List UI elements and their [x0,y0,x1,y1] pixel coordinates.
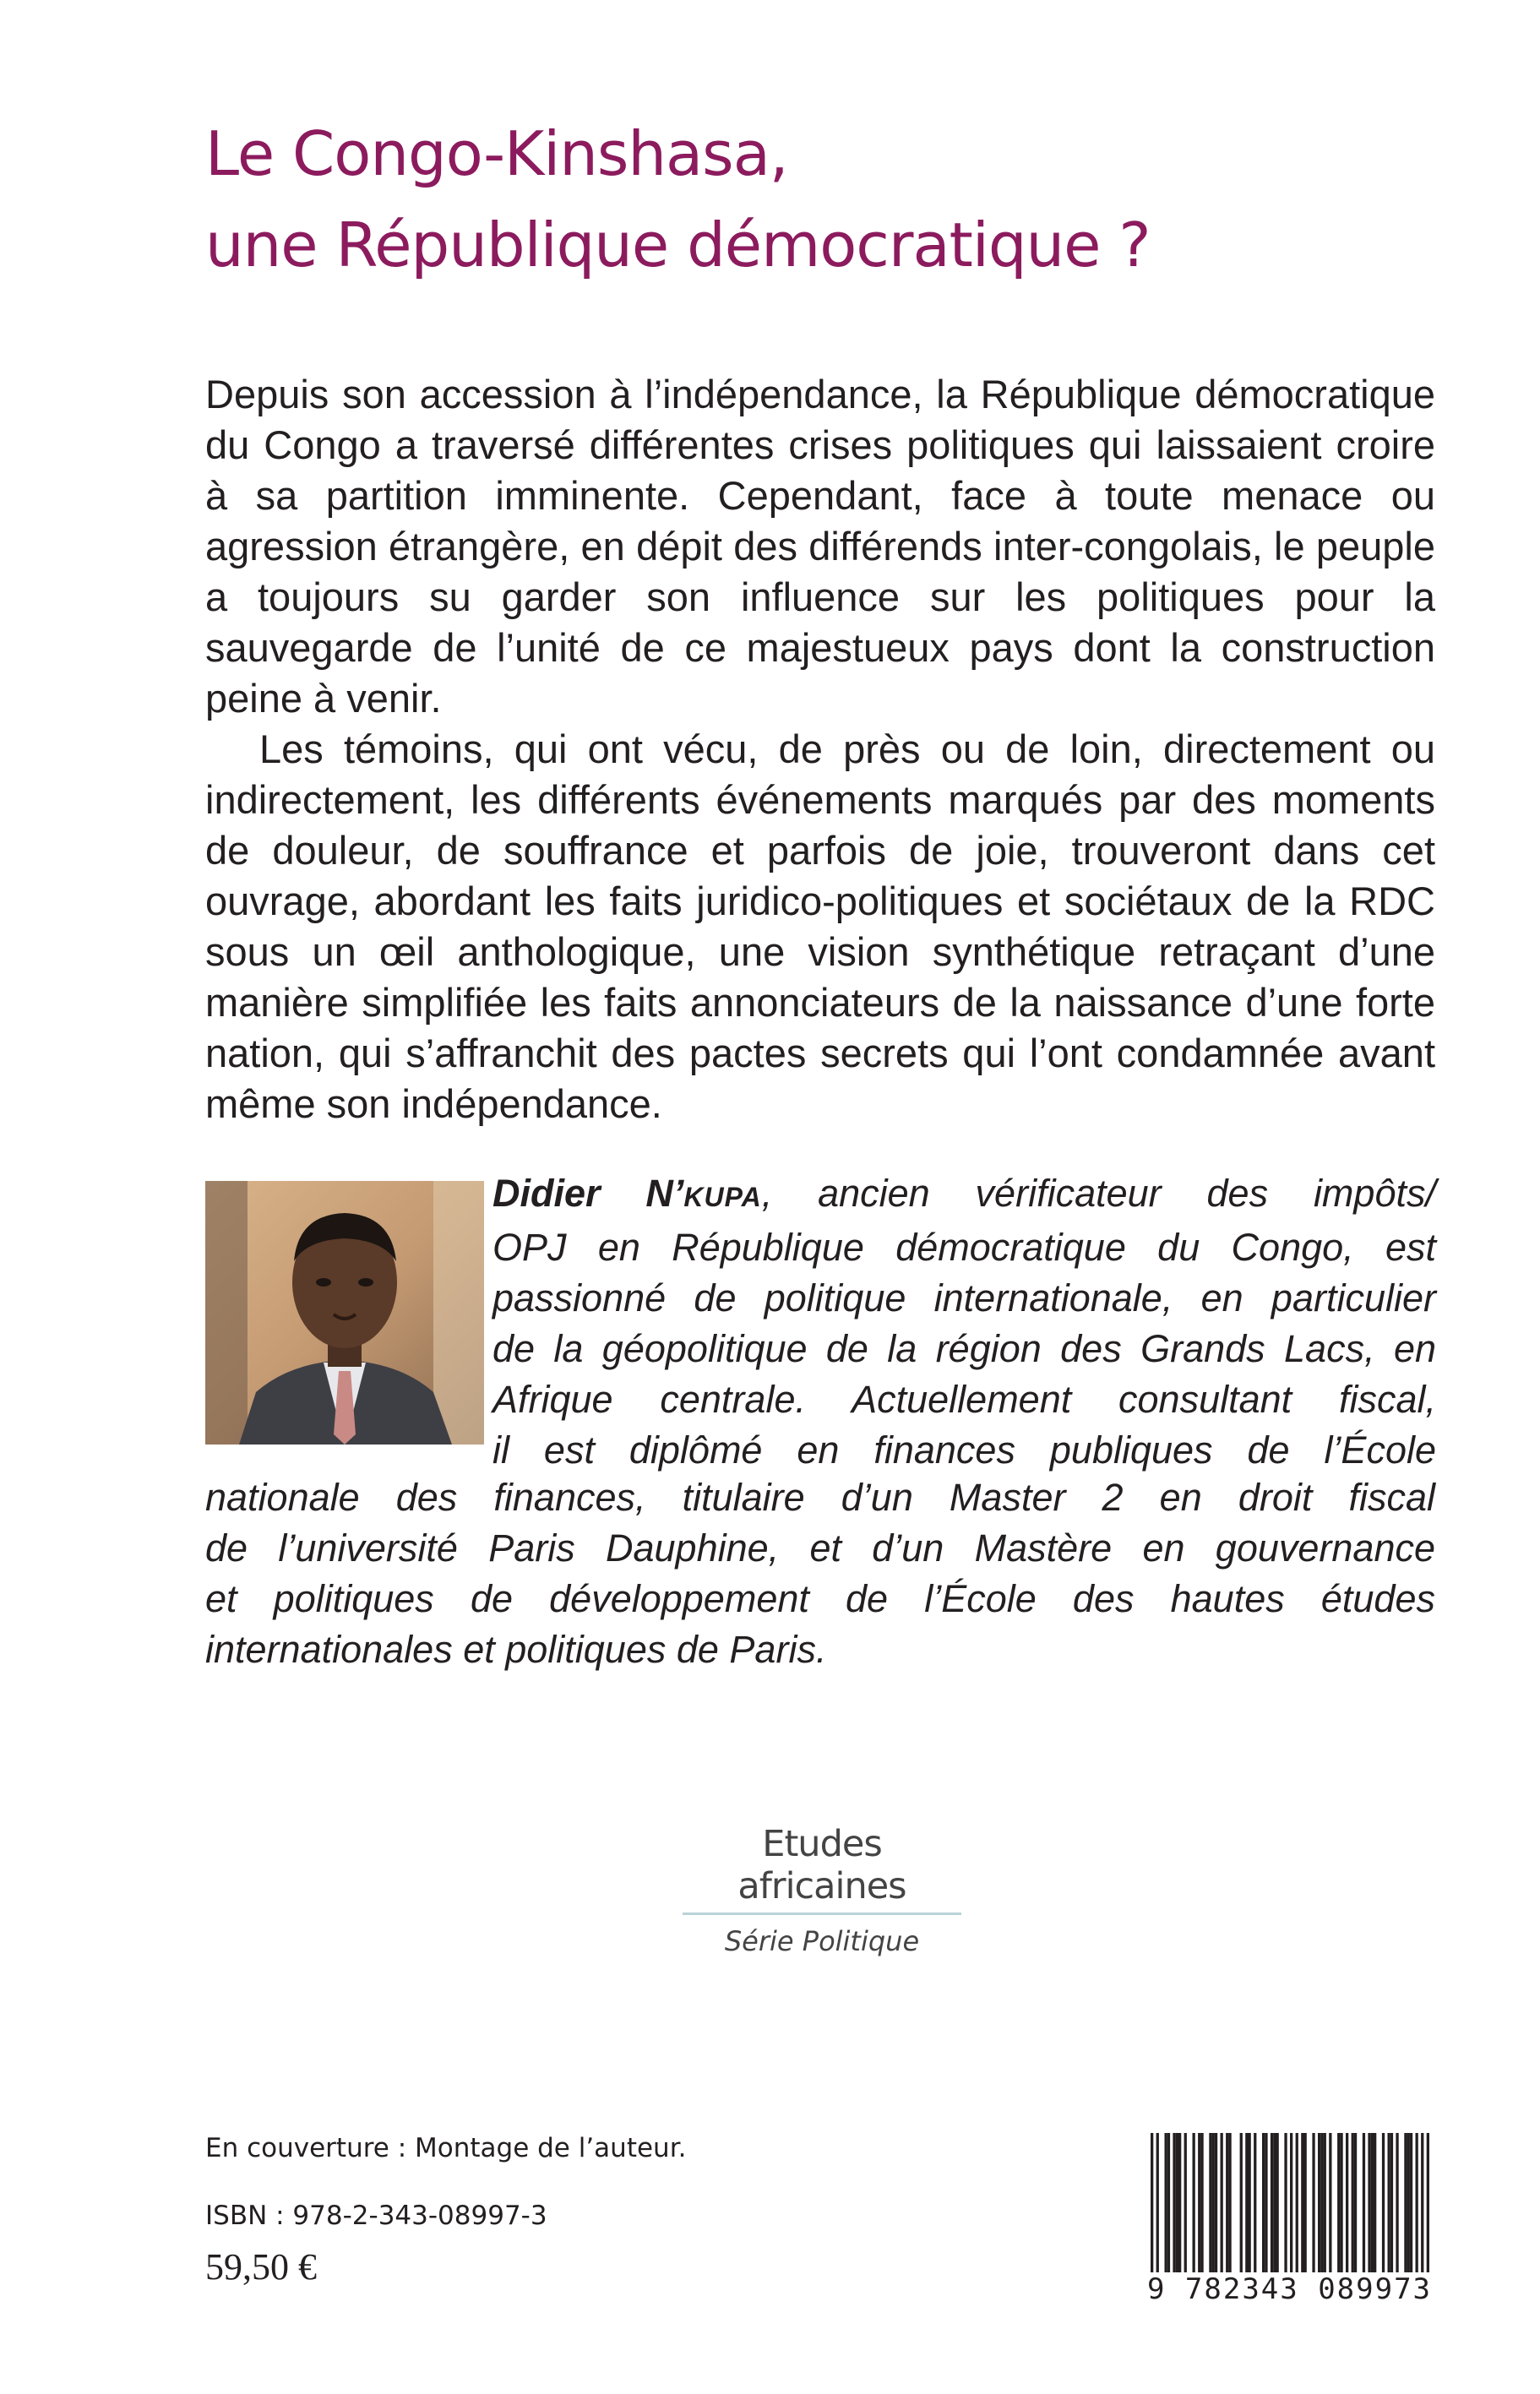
barcode-bar [1382,2133,1385,2272]
barcode-bar [1410,2133,1412,2272]
barcode-bar [1337,2133,1340,2272]
bio-line-1: Didier N’KUPA, ancien vérificateur des impôts/ [492,1172,1436,1215]
barcode-bar [1276,2133,1279,2272]
barcode-bar [1329,2133,1331,2272]
bio-line-5: Afrique centrale. Actuellement consultant fiscal, [492,1378,1436,1421]
series-name: Etudes africaines [737,1823,906,1907]
author-bio-top [492,1168,1436,1476]
barcode-bar [1254,2133,1256,2272]
barcode-bar [1340,2133,1342,2272]
bio-line-3: passionné de politique internationale, en particulier [492,1276,1436,1319]
barcode-bar [1346,2133,1348,2272]
barcode-bar [1396,2133,1398,2272]
barcode-bar [1374,2133,1376,2272]
author-photo [205,1181,484,1445]
price: 59,50 € [205,2246,317,2288]
barcode-bar [1271,2133,1273,2272]
summary-paragraph-2: Les témoins, qui ont vécu, de près ou de loin, directement ou indirectement, les différents événements marqués par des moments de douleur, de souffrance et parfois de joie, trouveront dans cet ouvrage, abordant les faits juridico-politiques et sociétaux de la RDC sous un œil anthologique, une vision synthétique retraçant d’une manière simplifiée les faits annonciateurs de la naissance d’une forte nation, qui s’affranchit des pactes secrets qui l’ont condamnée avant même son indépendance. [205,726,1435,1126]
barcode-bar [1320,2133,1323,2272]
barcode-bar [1228,2133,1231,2272]
barcode-bar [1193,2133,1195,2272]
barcode-bar [1296,2133,1298,2272]
barcode-bar [1198,2133,1200,2272]
bio-line-2: OPJ en République démocratique du Congo, est [492,1226,1436,1269]
barcode-bar [1200,2133,1203,2272]
barcode-bar [1240,2133,1243,2272]
barcode-bar [1416,2133,1418,2272]
author-name: Didier N’ [492,1172,684,1215]
barcode-bar [1368,2133,1370,2272]
barcode-bar [1354,2133,1357,2272]
barcode-bar [1249,2133,1251,2272]
barcode-bar [1151,2133,1153,2293]
barcode-bar [1184,2133,1187,2272]
barcode-bar [1245,2133,1248,2272]
barcode-bar [1427,2133,1429,2293]
bio-line-7: nationale des finances, titulaire d’un Master 2 en droit fiscal [205,1476,1435,1519]
series-block [683,1823,961,1957]
barcode-bar [1156,2133,1159,2293]
barcode-bar [1221,2133,1223,2272]
bio-line-4: de la géopolitique de la région des Grands Lacs, en [492,1327,1436,1370]
author-bio-bottom [205,1472,1435,1675]
barcode-bar [1312,2133,1314,2272]
summary-paragraph-1: Depuis son accession à l’indépendance, la République démocratique du Congo a traversé différentes crises politiques qui laissaient croire à sa partition imminente. Cependant, face à toute menace ou agression étrangère, en dépit des différends inter-congolais, le peuple a toujours su garder son influence sur les politiques pour la sauvegarde de l’unité de ce majestueux pays dont la construction peine à venir. [205,372,1435,721]
barcode-bar [1167,2133,1170,2272]
barcode-bar [1215,2133,1217,2272]
barcode-bar [1324,2133,1326,2272]
title-line-1: Le Congo-Kinshasa, [205,118,788,189]
barcode-bar [1404,2133,1407,2272]
isbn: ISBN : 978-2-343-08997-3 [205,2201,547,2231]
barcode-bar [1390,2133,1393,2272]
bio-line-8: de l’université Paris Dauphine, et d’un Mastère en gouvernance [205,1526,1435,1570]
barcode-bar [1371,2133,1374,2272]
barcode-bar [1363,2133,1365,2272]
cover-credit: En couverture : Montage de l’auteur. [205,2133,687,2163]
title-line-2: une République démocratique ? [205,209,1151,280]
barcode-bar [1284,2133,1287,2293]
bio-line-6: il est diplômé en finances publiques de l’École [492,1428,1436,1472]
barcode-bar [1407,2133,1410,2272]
barcode-bar [1176,2133,1178,2272]
barcode-bar [1265,2133,1267,2272]
author-name-smallcaps: KUPA [683,1182,762,1212]
barcode-bar [1318,2133,1320,2272]
barcode-digits: 9 782343 089973 [1144,2272,1435,2306]
barcode-bar [1352,2133,1354,2272]
barcode-bar [1262,2133,1265,2272]
bio-line-9: et politiques de développement de l’École des hautes études [205,1577,1435,1620]
barcode-bar [1173,2133,1175,2272]
barcode-bar [1209,2133,1211,2272]
barcode-bar [1178,2133,1181,2272]
barcode-bar [1226,2133,1228,2272]
barcode-bar [1421,2133,1423,2293]
barcode-bar [1212,2133,1215,2272]
series-divider [683,1912,961,1915]
barcode-bar [1165,2133,1167,2272]
bio-line-10: internationales et politiques de Paris. [205,1628,827,1671]
barcode-bar [1301,2133,1303,2272]
barcode-bar [1273,2133,1276,2272]
series-subseries: Série Politique [724,1925,920,1957]
barcode-bar [1388,2133,1390,2272]
barcode-bar [1290,2133,1292,2293]
barcode-bar [1304,2133,1307,2272]
